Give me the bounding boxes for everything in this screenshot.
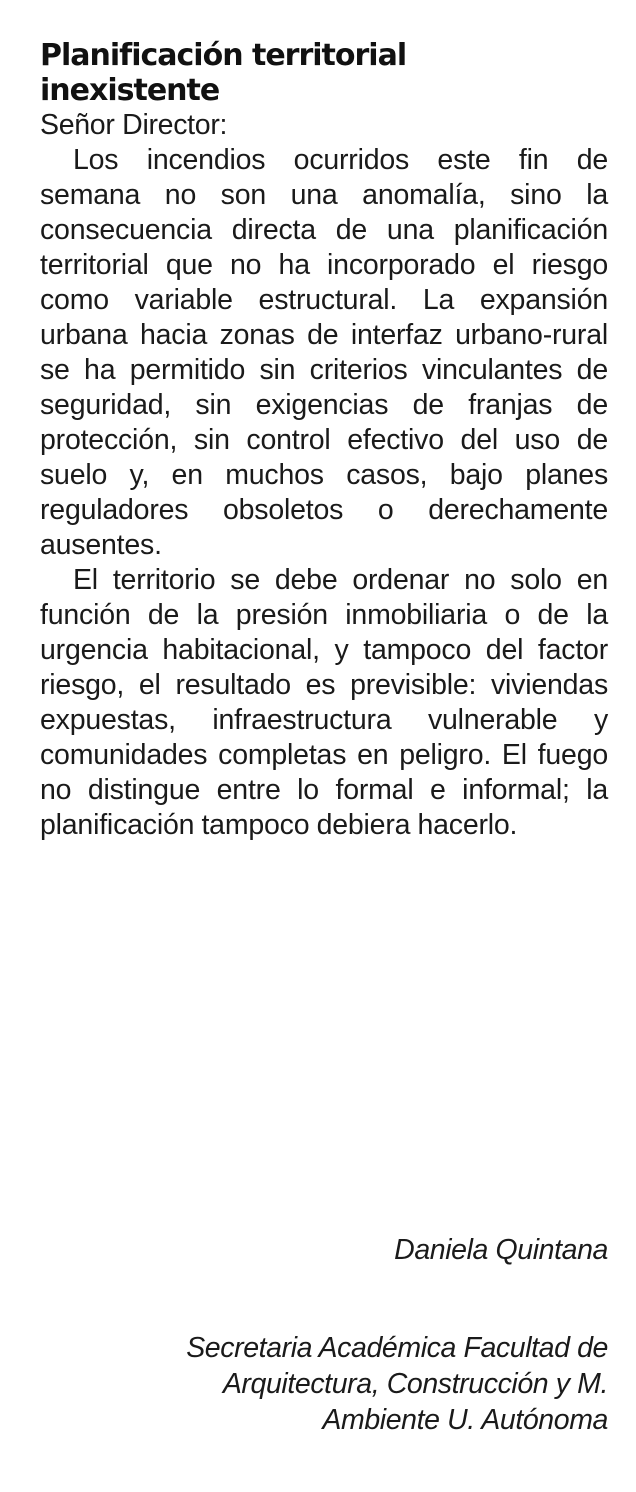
signature-title xyxy=(88,1330,608,1438)
headline-line-2: inexistente xyxy=(40,73,220,108)
letter-body xyxy=(40,108,608,843)
letter-to-editor xyxy=(40,38,608,843)
letter-headline xyxy=(40,38,608,108)
signature-title-line-2: Arquitectura, Construcción y M. xyxy=(222,1368,608,1400)
headline-line-1: Planificación territorial xyxy=(40,38,407,73)
paragraph-2: El territorio se debe ordenar no solo en función de la presión inmobiliaria o de la urgencia habitacional, y tampoco del factor riesgo, el resultado es previsible: viviendas expuestas, infraestructura vulnerable y comunidades completas en peligro. El fuego no distingue entre lo formal e informal; la planificación tampoco debiera hacerlo. xyxy=(40,564,608,841)
paragraph-1: Los incendios ocurridos este fin de semana no son una anomalía, sino la consecuencia directa de una planificación territorial que no ha incorporado el riesgo como variable estructural. La expansión urbana hacia zonas de interfaz urbano-rural se ha permitido sin criterios vinculantes de seguridad, sin exigencias de franjas de protección, sin control efectivo del uso de suelo y, en muchos casos, bajo planes reguladores obsoletos o derechamente ausentes. xyxy=(40,144,608,561)
signature-name: Daniela Quintana xyxy=(394,1234,608,1266)
signature-title-line-3: Ambiente U. Autónoma xyxy=(322,1404,608,1436)
salutation: Señor Director: xyxy=(40,109,228,141)
signature-title-line-1: Secretaria Académica Facultad de xyxy=(186,1332,608,1364)
